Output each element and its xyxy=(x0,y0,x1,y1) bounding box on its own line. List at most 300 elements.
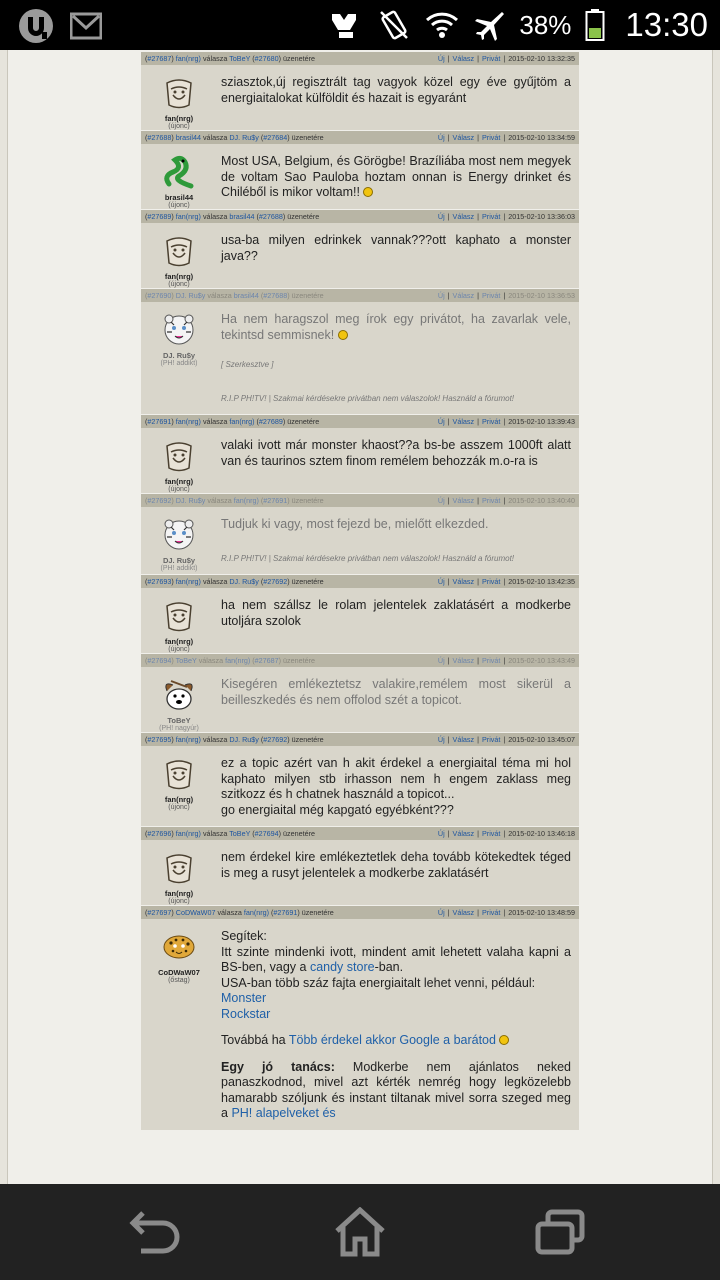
reply-to-post-link[interactable]: #27689 xyxy=(258,417,283,426)
separator: | xyxy=(503,908,506,917)
post-body xyxy=(141,507,579,574)
separator: | xyxy=(503,417,506,426)
separator: | xyxy=(503,577,506,586)
message-line xyxy=(221,517,571,533)
reply-to-post-link[interactable]: #27687 xyxy=(254,656,279,665)
separator: | xyxy=(503,829,506,838)
private-link[interactable]: Privát xyxy=(482,735,501,744)
private-link[interactable]: Privát xyxy=(482,577,501,586)
post-list xyxy=(141,52,579,1131)
private-link[interactable]: Privát xyxy=(482,908,501,917)
separator: | xyxy=(477,417,479,426)
battery-percent: 38% xyxy=(519,9,572,40)
message-text: ha nem szállsz le rolam jelentelek zaklatásért a modkerbe utoljára szolok xyxy=(221,598,571,628)
post-header xyxy=(141,494,579,507)
post-date: 2015-02-10 13:34:59 xyxy=(508,133,575,142)
separator: | xyxy=(447,908,450,917)
post-message xyxy=(217,428,579,493)
post-date: 2015-02-10 13:40:40 xyxy=(508,496,575,505)
separator: | xyxy=(477,735,479,744)
new-link[interactable]: Új xyxy=(437,577,445,586)
wifi-icon xyxy=(425,10,459,40)
avatar[interactable] xyxy=(161,438,197,474)
gmail-icon xyxy=(70,11,102,41)
reply-suffix: üzenetére xyxy=(283,829,315,838)
separator: | xyxy=(447,656,450,665)
post-header xyxy=(141,906,579,919)
new-link[interactable]: Új xyxy=(437,908,445,917)
message-line xyxy=(221,677,571,708)
post-date: 2015-02-10 13:36:03 xyxy=(508,212,575,221)
avatar[interactable] xyxy=(161,756,197,792)
reply-to-user-link[interactable]: fan(nrg) xyxy=(233,496,259,505)
separator: | xyxy=(477,496,479,505)
reply-link[interactable]: Válasz xyxy=(452,908,475,917)
private-link[interactable]: Privát xyxy=(482,417,501,426)
home-icon xyxy=(333,1207,387,1257)
author-block xyxy=(141,144,217,209)
post-date: 2015-02-10 13:43:49 xyxy=(508,656,575,665)
reply-link[interactable]: Válasz xyxy=(452,829,475,838)
author-block xyxy=(141,840,217,905)
utorrent-icon xyxy=(18,8,54,44)
new-link[interactable]: Új xyxy=(437,54,445,63)
forum-post xyxy=(141,131,579,210)
post-header xyxy=(141,52,579,65)
forum-post xyxy=(141,654,579,733)
post-header-info: (#27687) fan(nrg) válasza ToBeY (#27680) üzenetére xyxy=(145,54,315,63)
back-button[interactable] xyxy=(122,1206,192,1258)
message-line xyxy=(221,850,571,881)
post-date: 2015-02-10 13:46:18 xyxy=(508,829,575,838)
post-actions xyxy=(438,654,575,667)
post-header-info: (#27697) CoDWaW07 válasza fan(nrg) (#27691) üzenetére xyxy=(145,908,334,917)
author-block xyxy=(141,223,217,288)
message-line xyxy=(221,1033,571,1049)
post-id-link[interactable]: #27688 xyxy=(147,133,172,142)
post-header xyxy=(141,131,579,144)
reply-to-post-link[interactable]: #27694 xyxy=(254,829,279,838)
author-block xyxy=(141,65,217,130)
separator: | xyxy=(503,656,506,665)
reply-to-user-link[interactable]: ToBeY xyxy=(229,829,251,838)
avatar[interactable] xyxy=(161,75,197,111)
message-line xyxy=(221,233,571,264)
message-text: Továbbá ha xyxy=(221,1033,289,1047)
author-rank: (újonc) xyxy=(168,281,190,288)
author-name[interactable]: fan(nrg) xyxy=(164,889,194,898)
author-block xyxy=(141,302,217,414)
reply-to-post-link[interactable]: #27680 xyxy=(254,54,279,63)
author-name[interactable]: fan(nrg) xyxy=(164,637,194,646)
page-margin-right xyxy=(712,50,720,1184)
author-link[interactable]: ToBeY xyxy=(175,656,197,665)
avatar[interactable] xyxy=(161,154,197,190)
post-header xyxy=(141,575,579,588)
post-message xyxy=(217,746,579,826)
post-date: 2015-02-10 13:48:59 xyxy=(508,908,575,917)
home-button[interactable] xyxy=(325,1206,395,1258)
post-body xyxy=(141,840,579,905)
post-date: 2015-02-10 13:45:07 xyxy=(508,735,575,744)
recent-apps-button[interactable] xyxy=(525,1206,595,1258)
message-line xyxy=(221,1007,571,1023)
candy-store-link[interactable]: candy store xyxy=(309,960,375,974)
recent-apps-icon xyxy=(534,1209,586,1255)
reply-to-post-link[interactable]: #27684 xyxy=(263,133,288,142)
author-link[interactable]: DJ. Ru$y xyxy=(175,496,206,505)
post-header xyxy=(141,654,579,667)
reply-to-user-link[interactable]: brasil44 xyxy=(229,212,255,221)
new-link[interactable]: Új xyxy=(437,496,445,505)
forum-post xyxy=(141,289,579,415)
author-rank: (újonc) xyxy=(168,202,190,209)
post-body xyxy=(141,667,579,732)
separator: | xyxy=(477,291,479,300)
reply-suffix: üzenetére xyxy=(287,212,320,221)
post-actions xyxy=(438,575,575,588)
reply-to-user-link[interactable]: brasil44 xyxy=(233,291,259,300)
post-id-link[interactable]: #27692 xyxy=(147,496,172,505)
post-header-info: (#27688) brasil44 válasza DJ. Ru$y (#27684) üzenetére xyxy=(145,133,324,142)
reply-to-post-link[interactable]: #27691 xyxy=(273,908,298,917)
reply-verb: válasza xyxy=(202,577,228,586)
message-line xyxy=(221,598,571,629)
new-link[interactable]: Új xyxy=(437,656,445,665)
message-line xyxy=(221,945,571,976)
message-line xyxy=(221,991,571,1007)
reply-suffix: üzenetére xyxy=(291,577,324,586)
google-link[interactable]: Több érdekel akkor Google a barátod xyxy=(288,1033,496,1047)
author-link[interactable]: fan(nrg) xyxy=(175,54,201,63)
reply-link[interactable]: Válasz xyxy=(452,54,475,63)
nfc-icon xyxy=(329,10,363,40)
avatar[interactable] xyxy=(161,929,197,965)
post-body xyxy=(141,588,579,653)
author-name[interactable]: fan(nrg) xyxy=(164,272,194,281)
reply-link[interactable]: Válasz xyxy=(452,577,475,586)
post-id-link[interactable]: #27694 xyxy=(147,656,172,665)
reply-suffix: üzenetére xyxy=(301,908,334,917)
author-rank: (újonc) xyxy=(168,898,190,905)
message-line xyxy=(221,75,571,106)
separator: | xyxy=(447,291,450,300)
author-link[interactable]: brasil44 xyxy=(175,133,201,142)
reply-to-post-link[interactable]: #27692 xyxy=(263,735,288,744)
forum-post xyxy=(141,210,579,289)
post-id-link[interactable]: #27696 xyxy=(147,829,172,838)
author-rank: (újonc) xyxy=(168,646,190,653)
post-message xyxy=(217,840,579,905)
reply-to-user-link[interactable]: DJ. Ru$y xyxy=(229,133,259,142)
forum-post xyxy=(141,575,579,654)
separator: | xyxy=(477,212,479,221)
message-line xyxy=(221,438,571,469)
author-block xyxy=(141,588,217,653)
new-link[interactable]: Új xyxy=(437,417,445,426)
separator: | xyxy=(503,212,506,221)
forum-page[interactable] xyxy=(0,50,720,1184)
separator: | xyxy=(447,829,450,838)
reply-to-user-link[interactable]: fan(nrg) xyxy=(229,417,255,426)
message-line xyxy=(221,154,571,201)
post-actions xyxy=(438,289,575,302)
signature: R.I.P PH!TV! | Szakmai kérdésekre privátban nem válaszolok! Használd a fórumot! xyxy=(221,393,515,403)
reply-to-post-link[interactable]: #27688 xyxy=(263,291,288,300)
separator: | xyxy=(447,54,450,63)
reply-verb: válasza xyxy=(202,417,228,426)
post-header-info: (#27695) fan(nrg) válasza DJ. Ru$y (#27692) üzenetére xyxy=(145,735,324,744)
author-name[interactable]: fan(nrg) xyxy=(164,477,194,486)
post-actions xyxy=(438,131,575,144)
reply-to-post-link[interactable]: #27692 xyxy=(263,577,288,586)
author-block xyxy=(141,746,217,826)
forum-post xyxy=(141,52,579,131)
page-margin-left xyxy=(0,50,8,1184)
reply-verb: válasza xyxy=(202,54,228,63)
back-icon xyxy=(129,1209,185,1255)
separator: | xyxy=(447,133,450,142)
post-header xyxy=(141,415,579,428)
reply-to-user-link[interactable]: DJ. Ru$y xyxy=(229,735,259,744)
message-text: Tudjuk ki vagy, most fejezd be, mielőtt elkezded. xyxy=(221,517,489,531)
reply-verb: válasza xyxy=(202,212,228,221)
post-date: 2015-02-10 13:32:35 xyxy=(508,54,575,63)
smiley-icon xyxy=(363,187,373,197)
separator: | xyxy=(447,577,450,586)
new-link[interactable]: Új xyxy=(437,212,445,221)
post-actions xyxy=(438,494,575,507)
reply-link[interactable]: Válasz xyxy=(452,291,475,300)
forum-post xyxy=(141,494,579,575)
post-id-link[interactable]: #27690 xyxy=(147,291,172,300)
author-block xyxy=(141,667,217,732)
reply-verb: válasza xyxy=(207,291,232,300)
post-header-info: (#27694) ToBeY válasza fan(nrg) (#27687) üzenetére xyxy=(145,656,315,665)
avatar[interactable] xyxy=(161,598,197,634)
message-line xyxy=(221,1060,571,1122)
avatar[interactable] xyxy=(161,312,197,348)
author-rank: (újonc) xyxy=(168,804,190,811)
author-link[interactable]: fan(nrg) xyxy=(175,212,201,221)
message-text: -ban. xyxy=(374,960,404,974)
author-rank: (PH! nagyúr) xyxy=(159,725,199,732)
separator: | xyxy=(477,54,479,63)
post-actions xyxy=(438,415,575,428)
author-name[interactable]: fan(nrg) xyxy=(164,795,194,804)
separator: | xyxy=(447,496,450,505)
message-text: Ha nem haragszol meg írok egy privátot, ha zavarlak vele, tekintsd semmisnek! xyxy=(221,312,571,342)
author-link[interactable]: CoDWaW07 xyxy=(175,908,216,917)
message-line: go energiaital még kapgató egyébként??? xyxy=(221,802,454,817)
reply-verb: válasza xyxy=(198,656,224,665)
author-rank: (újonc) xyxy=(168,486,190,493)
post-header-info: (#27696) fan(nrg) válasza ToBeY (#27694) üzenetére xyxy=(145,829,315,838)
avatar[interactable] xyxy=(161,677,197,713)
reply-suffix: üzenetére xyxy=(283,656,315,665)
post-message xyxy=(217,667,579,732)
reply-to-post-link[interactable]: #27691 xyxy=(263,496,288,505)
author-rank: (PH! addikt) xyxy=(160,360,198,367)
post-message xyxy=(217,919,579,1130)
reply-to-user-link[interactable]: fan(nrg) xyxy=(225,656,251,665)
reply-suffix: üzenetére xyxy=(291,496,324,505)
reply-verb: válasza xyxy=(207,496,232,505)
author-name[interactable]: brasil44 xyxy=(164,193,194,202)
private-link[interactable]: Privát xyxy=(482,656,501,665)
signature: R.I.P PH!TV! | Szakmai kérdésekre privátban nem válaszolok! Használd a fórumot! xyxy=(221,553,515,563)
message-text: usa-ba milyen edrinkek vannak???ott kaphato a monster java?? xyxy=(221,233,571,263)
post-message xyxy=(217,507,579,574)
post-message xyxy=(217,588,579,653)
forum-post xyxy=(141,906,579,1131)
private-link[interactable]: Privát xyxy=(482,291,501,300)
new-link[interactable]: Új xyxy=(437,829,445,838)
smiley-icon xyxy=(338,330,348,340)
separator: | xyxy=(503,133,506,142)
author-link[interactable]: DJ. Ru$y xyxy=(175,291,206,300)
separator: | xyxy=(447,212,450,221)
reply-link[interactable]: Válasz xyxy=(452,656,475,665)
reply-suffix: üzenetére xyxy=(283,54,315,63)
avatar[interactable] xyxy=(161,517,197,553)
post-body xyxy=(141,65,579,130)
message-text: Modkerbe nem ajánlatos neked panaszkodnod, mivel azt kérték nemrég hogy legközelebb hamarabb szóljunk és instant tiltanak mivel sorra szeged meg a xyxy=(221,1059,572,1120)
post-date: 2015-02-10 13:39:43 xyxy=(508,417,575,426)
message-text: Most USA, Belgium, és Görögbe! Brazíliába most nem megyek de voltam Sao Pauloba hoztam onnan is Energy drinket és Chiléből is mikor voltam!! xyxy=(221,154,571,199)
author-link[interactable]: fan(nrg) xyxy=(175,735,201,744)
post-header xyxy=(141,733,579,746)
reply-verb: válasza xyxy=(202,735,228,744)
author-rank: (őstag) xyxy=(168,977,190,984)
post-id-link[interactable]: #27693 xyxy=(147,577,172,586)
message-line xyxy=(221,756,571,803)
ph-rules-link[interactable]: PH! alapelveket és xyxy=(231,1106,336,1120)
post-header-info: (#27693) fan(nrg) válasza DJ. Ru$y (#27692) üzenetére xyxy=(145,577,324,586)
reply-link[interactable]: Válasz xyxy=(452,417,475,426)
private-link[interactable]: Privát xyxy=(482,54,501,63)
post-header-info: (#27691) fan(nrg) válasza fan(nrg) (#27689) üzenetére xyxy=(145,417,320,426)
post-header-info: (#27692) DJ. Ru$y válasza fan(nrg) (#27691) üzenetére xyxy=(145,496,324,505)
post-actions xyxy=(438,906,575,919)
separator: | xyxy=(477,133,479,142)
reply-suffix: üzenetére xyxy=(291,133,324,142)
reply-to-user-link[interactable]: DJ. Ru$y xyxy=(229,577,259,586)
reply-to-user-link[interactable]: ToBeY xyxy=(229,54,251,63)
author-link[interactable]: fan(nrg) xyxy=(175,829,201,838)
author-name[interactable]: DJ. Ru$y xyxy=(162,351,196,360)
post-header-info: (#27689) fan(nrg) válasza brasil44 (#27688) üzenetére xyxy=(145,212,320,221)
reply-to-post-link[interactable]: #27688 xyxy=(258,212,283,221)
private-link[interactable]: Privát xyxy=(482,133,501,142)
message-text: valaki ivott már monster khaost??a bs-be asszem 1000ft alatt van és taurinos sztem finom remélem behozzák m.o-ra is xyxy=(221,438,571,468)
post-id-link[interactable]: #27687 xyxy=(147,54,172,63)
status-bar xyxy=(0,0,720,50)
post-id-link[interactable]: #27691 xyxy=(147,417,172,426)
separator: | xyxy=(447,417,450,426)
forum-post xyxy=(141,827,579,906)
reply-suffix: üzenetére xyxy=(291,291,324,300)
private-link[interactable]: Privát xyxy=(482,829,501,838)
post-body xyxy=(141,746,579,826)
post-id-link[interactable]: #27695 xyxy=(147,735,172,744)
separator: | xyxy=(477,908,479,917)
post-message xyxy=(217,302,579,414)
monster-link[interactable]: Monster xyxy=(221,991,267,1005)
new-link[interactable]: Új xyxy=(437,291,445,300)
author-block xyxy=(141,919,217,1130)
author-name[interactable]: CoDWaW07 xyxy=(158,968,200,977)
author-link[interactable]: fan(nrg) xyxy=(175,577,201,586)
post-body xyxy=(141,223,579,288)
author-name[interactable]: ToBeY xyxy=(167,716,191,725)
post-actions xyxy=(438,52,575,65)
smiley-icon xyxy=(499,1035,509,1045)
airplane-icon xyxy=(473,9,505,41)
separator: | xyxy=(477,577,479,586)
author-rank: (PH! addikt) xyxy=(160,565,198,572)
message-text: nem érdekel kire emlékeztetlek deha tovább kötekedtek téged is meg a rusyt jelentelek a modkerbe zaklatásért xyxy=(221,850,571,880)
separator: | xyxy=(503,291,506,300)
message-line: Segítek: xyxy=(221,929,267,943)
avatar[interactable] xyxy=(161,233,197,269)
new-link[interactable]: Új xyxy=(437,133,445,142)
post-body xyxy=(141,428,579,493)
post-header xyxy=(141,827,579,840)
reply-link[interactable]: Válasz xyxy=(452,496,475,505)
separator: | xyxy=(503,735,506,744)
post-date: 2015-02-10 13:42:35 xyxy=(508,577,575,586)
author-link[interactable]: fan(nrg) xyxy=(175,417,201,426)
author-name[interactable]: DJ. Ru$y xyxy=(162,556,196,565)
reply-link[interactable]: Válasz xyxy=(452,133,475,142)
message-text: sziasztok,új regisztrált tag vagyok közel egy éve gyűjtöm a energiaitalokat külföldit és hazait is egyaránt xyxy=(221,75,571,105)
author-rank: (újonc) xyxy=(168,123,190,130)
private-link[interactable]: Privát xyxy=(482,496,501,505)
post-message xyxy=(217,223,579,288)
forum-post xyxy=(141,415,579,494)
author-name[interactable]: fan(nrg) xyxy=(164,114,194,123)
reply-to-user-link[interactable]: fan(nrg) xyxy=(243,908,269,917)
private-link[interactable]: Privát xyxy=(482,212,501,221)
reply-link[interactable]: Válasz xyxy=(452,735,475,744)
new-link[interactable]: Új xyxy=(437,735,445,744)
navigation-bar xyxy=(0,1184,720,1280)
separator: | xyxy=(447,735,450,744)
separator: | xyxy=(503,54,506,63)
reply-link[interactable]: Válasz xyxy=(452,212,475,221)
post-id-link[interactable]: #27697 xyxy=(147,908,172,917)
forum-post xyxy=(141,733,579,827)
post-id-link[interactable]: #27689 xyxy=(147,212,172,221)
post-header xyxy=(141,289,579,302)
post-message xyxy=(217,144,579,209)
author-block xyxy=(141,428,217,493)
reply-verb: válasza xyxy=(202,829,228,838)
avatar[interactable] xyxy=(161,850,197,886)
post-message xyxy=(217,65,579,130)
post-header-info: (#27690) DJ. Ru$y válasza brasil44 (#27688) üzenetére xyxy=(145,291,324,300)
reply-verb: válasza xyxy=(202,133,228,142)
message-text: Kisegéren emlékeztetsz valakire,remélem most sikerül a beilleszkedés és nem offolod szét a topicot. xyxy=(221,677,571,707)
author-block xyxy=(141,507,217,574)
separator: | xyxy=(477,829,479,838)
edited-note: [ Szerkesztve ] xyxy=(221,360,274,369)
rockstar-link[interactable]: Rockstar xyxy=(221,1006,271,1021)
reply-suffix: üzenetére xyxy=(287,417,320,426)
post-body xyxy=(141,919,579,1130)
separator: | xyxy=(477,656,479,665)
